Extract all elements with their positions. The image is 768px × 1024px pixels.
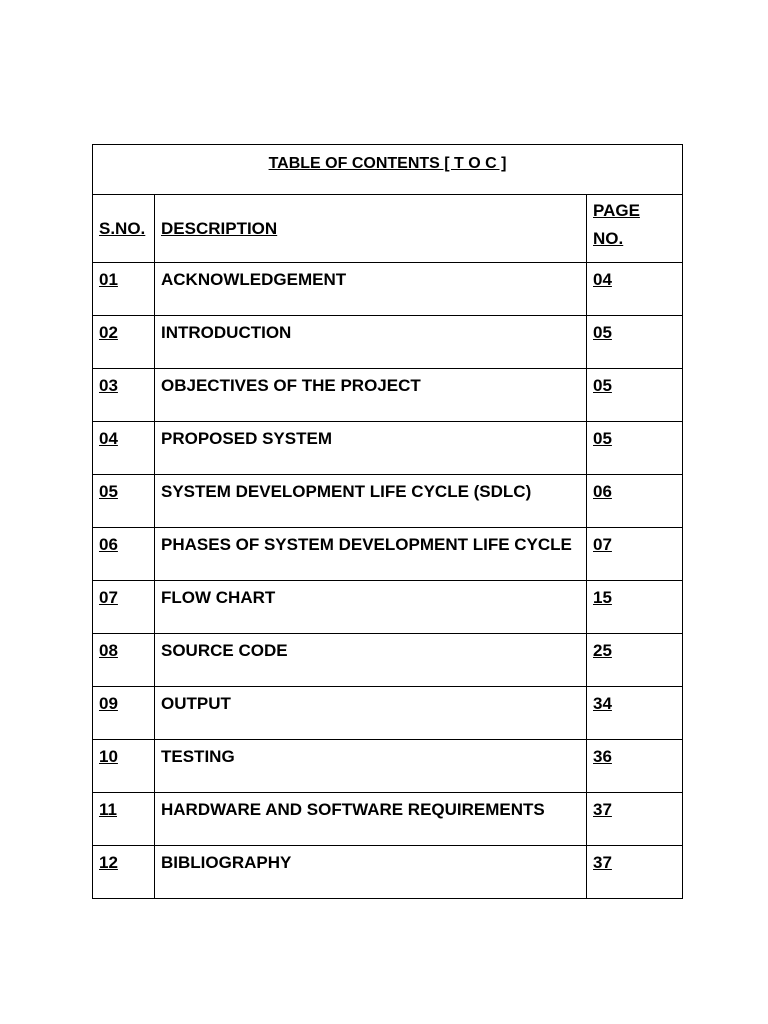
row-page: 06 [593, 482, 612, 501]
row-page: 05 [593, 376, 612, 395]
row-sno: 10 [99, 747, 118, 766]
row-page-cell [587, 687, 683, 740]
row-page: 37 [593, 853, 612, 872]
row-description-cell [155, 846, 587, 899]
row-sno: 04 [99, 429, 118, 448]
row-description: INTRODUCTION [161, 323, 292, 342]
row-sno: 06 [99, 535, 118, 554]
table-row [93, 687, 683, 740]
row-sno: 11 [99, 800, 117, 819]
row-description-cell [155, 475, 587, 528]
row-sno: 07 [99, 588, 118, 607]
row-sno: 03 [99, 376, 118, 395]
table-row [93, 475, 683, 528]
toc-body [93, 145, 683, 899]
row-description-cell [155, 634, 587, 687]
table-row [93, 528, 683, 581]
row-sno-cell [93, 846, 155, 899]
row-sno: 01 [99, 270, 118, 289]
row-description-cell [155, 581, 587, 634]
row-page: 15 [593, 588, 612, 607]
row-description-cell [155, 793, 587, 846]
row-description: TESTING [161, 747, 235, 766]
row-sno-cell [93, 740, 155, 793]
row-page-cell [587, 528, 683, 581]
row-description: PROPOSED SYSTEM [161, 429, 332, 448]
row-sno-cell [93, 422, 155, 475]
row-description: OUTPUT [161, 694, 231, 713]
row-sno: 12 [99, 853, 118, 872]
row-page: 36 [593, 747, 612, 766]
row-sno-cell [93, 316, 155, 369]
header-description-cell [155, 195, 587, 263]
row-page-cell [587, 793, 683, 846]
row-page: 07 [593, 535, 612, 554]
row-page-cell [587, 846, 683, 899]
row-sno-cell [93, 528, 155, 581]
row-description: FLOW CHART [161, 588, 276, 607]
table-row [93, 846, 683, 899]
table-row [93, 263, 683, 316]
row-description: PHASES OF SYSTEM DEVELOPMENT LIFE CYCLE [161, 535, 572, 554]
table-row [93, 740, 683, 793]
row-page: 25 [593, 641, 612, 660]
row-description-cell [155, 369, 587, 422]
title-row [93, 145, 683, 195]
row-description-cell [155, 528, 587, 581]
row-description: HARDWARE AND SOFTWARE REQUIREMENTS [161, 800, 545, 819]
row-sno: 02 [99, 323, 118, 342]
row-sno-cell [93, 581, 155, 634]
table-row [93, 581, 683, 634]
row-page-cell [587, 581, 683, 634]
table-row [93, 316, 683, 369]
header-sno-cell [93, 195, 155, 263]
header-row [93, 195, 683, 263]
row-description-cell [155, 687, 587, 740]
table-row [93, 422, 683, 475]
row-description: BIBLIOGRAPHY [161, 853, 292, 872]
row-page: 05 [593, 429, 612, 448]
table-row [93, 369, 683, 422]
header-page-cell [587, 195, 683, 263]
row-sno: 08 [99, 641, 118, 660]
row-page-cell [587, 740, 683, 793]
row-page: 37 [593, 800, 612, 819]
header-description: DESCRIPTION [161, 218, 278, 238]
row-description: SYSTEM DEVELOPMENT LIFE CYCLE (SDLC) [161, 482, 532, 501]
row-description: SOURCE CODE [161, 641, 288, 660]
toc-table [92, 144, 683, 899]
table-row [93, 634, 683, 687]
row-sno-cell [93, 263, 155, 316]
row-page: 34 [593, 694, 612, 713]
row-sno-cell [93, 793, 155, 846]
header-page-line1: PAGE [593, 201, 640, 220]
row-page: 05 [593, 323, 612, 342]
table-row [93, 793, 683, 846]
row-page-cell [587, 475, 683, 528]
row-page-cell [587, 316, 683, 369]
page-title: TABLE OF CONTENTS [ T O C ] [268, 155, 507, 172]
row-page-cell [587, 634, 683, 687]
row-description: ACKNOWLEDGEMENT [161, 270, 347, 289]
row-sno-cell [93, 687, 155, 740]
row-description-cell [155, 422, 587, 475]
title-cell [93, 145, 683, 195]
header-sno: S.NO. [99, 218, 146, 238]
row-description-cell [155, 316, 587, 369]
row-sno: 05 [99, 482, 118, 501]
row-sno-cell [93, 475, 155, 528]
row-page-cell [587, 263, 683, 316]
row-sno: 09 [99, 694, 118, 713]
row-description: OBJECTIVES OF THE PROJECT [161, 376, 421, 395]
row-sno-cell [93, 369, 155, 422]
row-description-cell [155, 740, 587, 793]
row-page: 04 [593, 270, 612, 289]
row-description-cell [155, 263, 587, 316]
row-page-cell [587, 422, 683, 475]
row-sno-cell [93, 634, 155, 687]
row-page-cell [587, 369, 683, 422]
header-page-line2: NO. [593, 229, 624, 248]
